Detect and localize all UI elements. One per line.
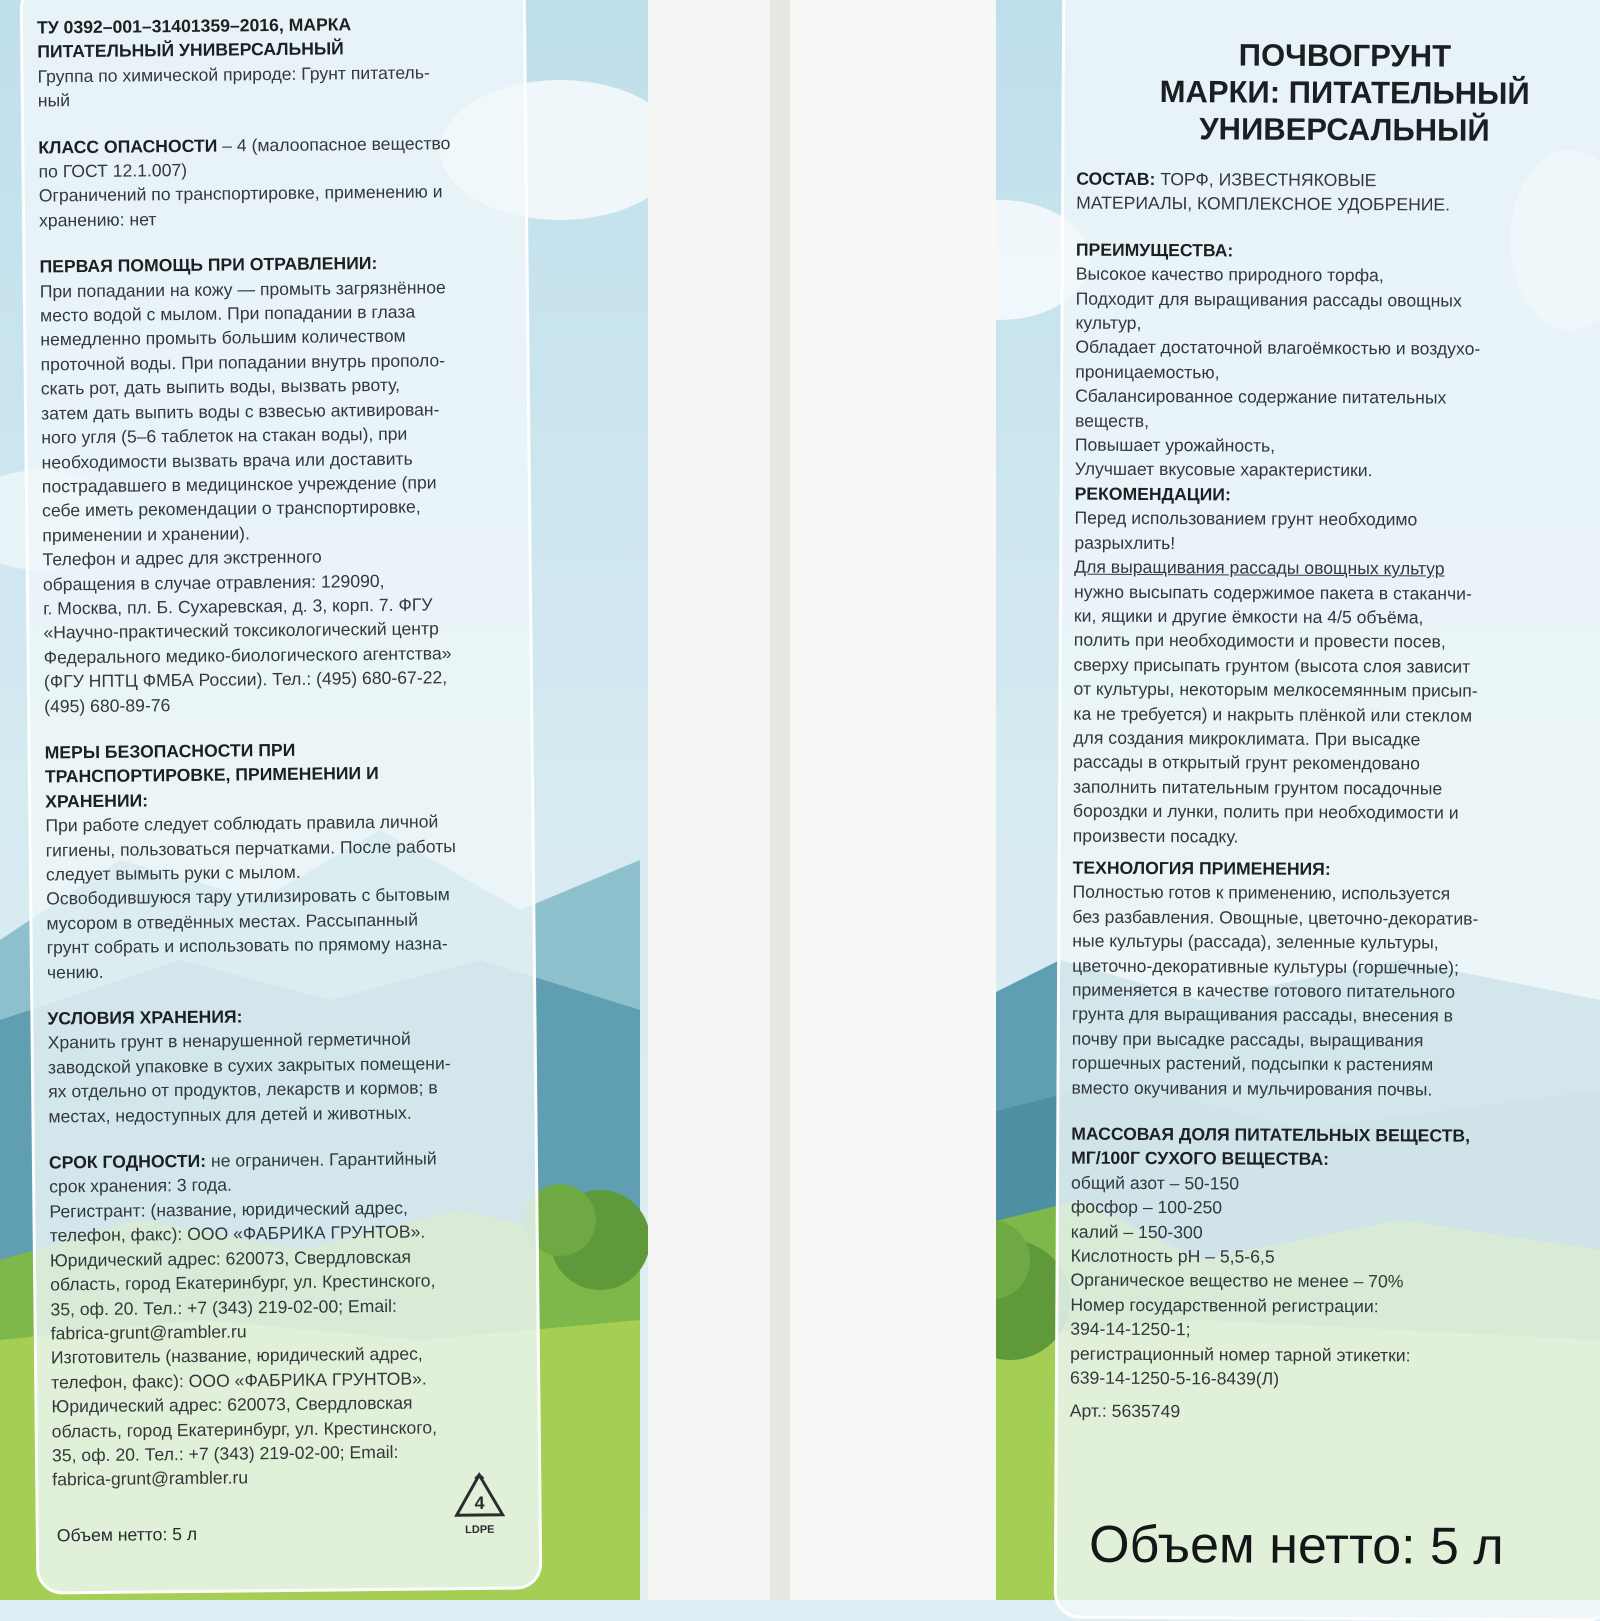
composition-text: ТОРФ, ИЗВЕСТНЯКОВЫЕ МАТЕРИАЛЫ, КОМПЛЕКСНОЕ УДОБРЕНИЕ. [1076,169,1451,215]
shelf-text: не ограничен. Гарантийный срок хранения: 3 года. [49,1148,437,1197]
left-net-volume: Объем нетто: 5 л [56,1523,198,1546]
nutrients-text: общий азот – 50-150 фосфор – 100-250 калий – 150-300 Кислотность pH – 5,5-6,5 Органическое вещество не менее – 70% [1070,1172,1404,1292]
advantages-text: Высокое качество природного торфа, Подходит для выращивания рассады овощных культур, Обладает достаточной влагоёмкостью и воздухо- проницаемостью, Сбалансированное содержание питательных веществ, Повышает урожайность, Улучшает вкусовые характеристики. [1074,263,1481,481]
first-aid-text: При попадании на кожу — промыть загрязнённое место водой с мылом. При попадании в глаза немедленно промыть большим количеством проточной воды. При попадании внутрь прополо- скать рот, дать выпить воды, вызвать рвоту, затем дать выпить воды с взвесью активирован- ного угля (5–6 таблеток на стакан воды), при необходимости вызвать врача или доставить пострадавшего в медицинское учреждение (при себе иметь рекомендации о транспортировке, применении и хранении). [39,276,446,546]
storage-heading: УСЛОВИЯ ХРАНЕНИЯ: [47,1006,243,1029]
composition-head: СОСТАВ: [1076,168,1156,190]
manufacturer-info: Изготовитель (название, юридический адрес, телефон, факс): ООО «ФАБРИКА ГРУНТОВ». Юридический адрес: 620073, Свердловская область, город Екатеринбург, ул. Крестинского, 35, оф. 20. Тел.: +7 (343) 219-02-00; Email: fabrica-grunt@rambler.ru [50,1343,438,1490]
safety-heading: МЕРЫ БЕЗОПАСНОСТИ ПРИ ТРАНСПОРТИРОВКЕ, ПРИМЕНЕНИИ И ХРАНЕНИИ: [44,739,379,812]
recycle-icon [450,1471,509,1538]
recommendations-underlined: Для выращивания рассады овощных культур [1074,556,1445,579]
recycle-number: 4 [474,1492,485,1514]
shelf-head: СРОК ГОДНОСТИ: [48,1150,207,1173]
advantages-heading: ПРЕИМУЩЕСТВА: [1075,239,1234,261]
technology-text: Полностью готов к применению, используется без разбавления. Овощные, цветочно-декоратив- ные культуры (рассада), зеленные культуры, цветочно-декоративные культуры (горшечные); применяется в качестве готового питательного грунта для выращивания рассады, внесения в почву при высадке рассады, выращивания горшечных растений, подсыпки к растениям вместо окучивания и мульчирования почвы. [1071,881,1479,1100]
safety-text: При работе следует соблюдать правила личной гигиены, пользоваться перчатками. После работы следует вымыть руки с мылом. Освободившуюся тару утилизировать с бытовым мусором в отведённых местах. Рассыпанный грунт собрать и использовать по прямому назна- чению. [45,811,456,983]
left-label-panel [20,0,543,1595]
right-net-volume: Объем нетто: 5 л [1088,1515,1504,1576]
package-seam-right [790,0,996,1600]
recommendations-heading: РЕКОМЕНДАЦИИ: [1074,483,1231,505]
emergency-contact: Телефон и адрес для экстренного обращения в случае отравления: 129090, г. Москва, пл. Б. Сухаревская, д. 3, корп. 7. ФГУ «Научно-практический токсикологический центр Федерального медико-биологического агентства» (ФГУ НПТЦ ФМБА России). Тел.: (495) 680-67-22, (495) 680-89-76 [42,546,452,717]
transport-restrictions: Ограничений по транспортировке, применению и хранению: нет [38,181,443,231]
recommendations-text-1: Перед использованием грунт необходимо разрыхлить! [1074,507,1418,553]
article-number: Арт.: 5635749 [1069,1400,1181,1421]
hazard-head: КЛАСС ОПАСНОСТИ [38,135,218,158]
hazard-text: – 4 (малоопасное вещество по ГОСТ 12.1.007) [38,132,451,182]
recommendations-text-2: нужно высыпать содержимое пакета в стаканчи- ки, ящики и другие ёмкости на 4/5 объёма, полить при необходимости и провести посев, сверху присыпать грунтом (высота слоя зависит от культуры, некоторым мелкосемянным присып- ка не требуется) и накрыть плёнкой или стеклом для создания микроклимата. При высадке рассады в открытый грунт рекомендовано заполнить питательным грунтом посадочные бороздки и лунки, полить при необходимости и произвести посадку. [1072,581,1478,847]
technology-heading: ТЕХНОЛОГИЯ ПРИМЕНЕНИЯ: [1072,857,1331,879]
tu-line-1: ТУ 0392–001–31401359–2016, МАРКА [36,14,352,38]
package-seam-left [648,0,770,1600]
composition [1076,167,1600,219]
tu-line-2: ПИТАТЕЛЬНЫЙ УНИВЕРСАЛЬНЫЙ [37,38,344,62]
hazard-class [38,130,512,184]
right-label-panel [1054,0,1600,1621]
package-seam-fold [770,0,790,1600]
chemical-group: Группа по химической природе: Грунт питатель- ный [37,62,430,111]
nutrients-heading: МАССОВАЯ ДОЛЯ ПИТАТЕЛЬНЫХ ВЕЩЕСТВ, МГ/100Г СУХОГО ВЕЩЕСТВА: [1071,1123,1471,1170]
registration-numbers: Номер государственной регистрации: 394-14-1250-1; регистрационный номер тарной этикетки: 639-14-1250-5-16-8439(Л) [1069,1294,1411,1389]
storage-text: Хранить грунт в ненарушенной герметичной заводской упаковке в сухих закрытых помещени- ях отдельно от продуктов, лекарств и кормов; в местах, недоступных для детей и животных. [47,1029,451,1127]
shelf-life [49,1146,523,1200]
first-aid-heading: ПЕРВАЯ ПОМОЩЬ ПРИ ОТРАВЛЕНИИ: [39,253,378,277]
registrant-info: Регистрант: (название, юридический адрес, телефон, факс): ООО «ФАБРИКА ГРУНТОВ». Юридический адрес: 620073, Свердловская область, город Екатеринбург, ул. Крестинского, 35, оф. 20. Тел.: +7 (343) 219-02-00; Email: fabrica-grunt@rambler.ru [49,1197,436,1344]
recycle-code: LDPE [465,1523,495,1537]
product-title: ПОЧВОГРУНТ МАРКИ: ПИТАТЕЛЬНЫЙ УНИВЕРСАЛЬНЫЙ [1159,37,1530,148]
